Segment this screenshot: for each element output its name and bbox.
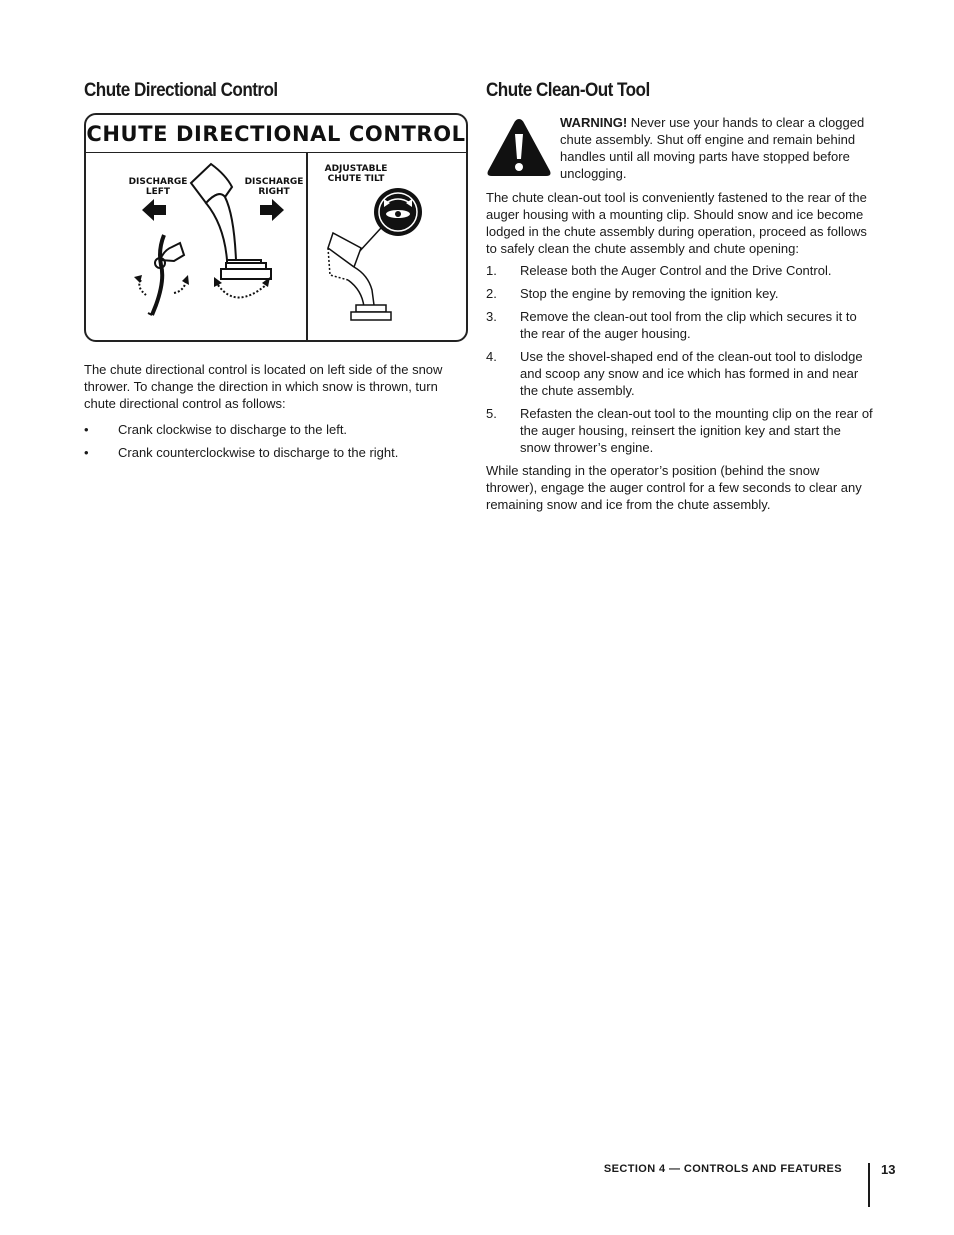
- step-number: 1.: [486, 263, 497, 278]
- step-text: Release both the Auger Control and the Drive Control.: [520, 263, 832, 278]
- warning-block: [486, 114, 874, 182]
- step-number: 3.: [486, 309, 497, 324]
- page-number: 13: [881, 1162, 896, 1177]
- bullet-text: Crank clockwise to discharge to the left.: [118, 422, 348, 437]
- crank-handle-icon: [134, 235, 189, 315]
- bullet-mark: •: [84, 422, 89, 437]
- label-adjustable-chute-tilt: ADJUSTABLE CHUTE TILT: [324, 164, 388, 184]
- step-text: Remove the clean-out tool from the clip which secures it to the rear of the auger housing.: [520, 309, 857, 341]
- clean-out-intro: The chute clean-out tool is conveniently fastened to the rear of the auger housing with a mounting clip. Should snow and ice become lodged in the chute assembly during operation, proceed as follows to safely clean the chute assembly and chute opening:: [486, 190, 867, 256]
- decal-title: CHUTE DIRECTIONAL CONTROL: [86, 115, 466, 153]
- list-item: [486, 262, 874, 279]
- footer-divider: [868, 1163, 870, 1207]
- clean-out-steps: [486, 262, 874, 462]
- chute-directional-control-decal: [84, 113, 468, 342]
- step-number: 2.: [486, 286, 497, 301]
- step-text: Use the shovel-shaped end of the clean-out tool to dislodge and scoop any snow and ice which has formed in and near the chute assembly.: [520, 349, 863, 398]
- heading-chute-directional-control: Chute Directional Control: [84, 80, 278, 101]
- list-item: [84, 421, 470, 438]
- warning-message: Never use your hands to clear a clogged chute assembly. Shut off engine and remain behind handles until all moving parts have stopped before unclogging.: [560, 115, 865, 181]
- warning-label: WARNING!: [560, 115, 628, 130]
- chute-direction-bullets: [84, 421, 470, 467]
- label-discharge-left: DISCHARGE LEFT: [128, 177, 188, 197]
- list-item: [486, 308, 874, 342]
- step-text: Stop the engine by removing the ignition key.: [520, 286, 779, 301]
- left-column: [84, 80, 470, 102]
- arrow-left-icon: [142, 199, 166, 221]
- bullet-mark: •: [84, 445, 89, 460]
- clean-out-closing: While standing in the operator’s position (behind the snow thrower), engage the auger control for a few seconds to clear any remaining snow and ice from the chute assembly.: [486, 463, 862, 512]
- step-number: 5.: [486, 406, 497, 421]
- footer-section-title: SECTION 4 — CONTROLS AND FEATURES: [603, 1163, 842, 1175]
- warning-text: [560, 114, 874, 182]
- warning-triangle-icon: [486, 116, 552, 178]
- tilt-control-icon: [358, 188, 422, 253]
- bullet-text: Crank counterclockwise to discharge to the right.: [118, 445, 399, 460]
- chute-icon: [191, 164, 271, 298]
- decal-illustration: [86, 115, 468, 342]
- heading-chute-clean-out-tool: Chute Clean-Out Tool: [486, 80, 650, 101]
- step-text: Refasten the clean-out tool to the mounting clip on the rear of the auger housing, reinsert the ignition key and start the snow thrower’s engine.: [520, 406, 873, 455]
- list-item: [84, 444, 470, 461]
- list-item: [486, 348, 874, 399]
- list-item: [486, 405, 874, 456]
- arrow-right-icon: [260, 199, 284, 221]
- step-number: 4.: [486, 349, 497, 364]
- list-item: [486, 285, 874, 302]
- right-column: [486, 80, 874, 102]
- tilt-chute-icon: [328, 233, 391, 320]
- label-discharge-right: DISCHARGE RIGHT: [244, 177, 304, 197]
- chute-directional-intro: The chute directional control is located on left side of the snow thrower. To change the direction in which snow is thrown, turn chute directional control as follows:: [84, 362, 443, 411]
